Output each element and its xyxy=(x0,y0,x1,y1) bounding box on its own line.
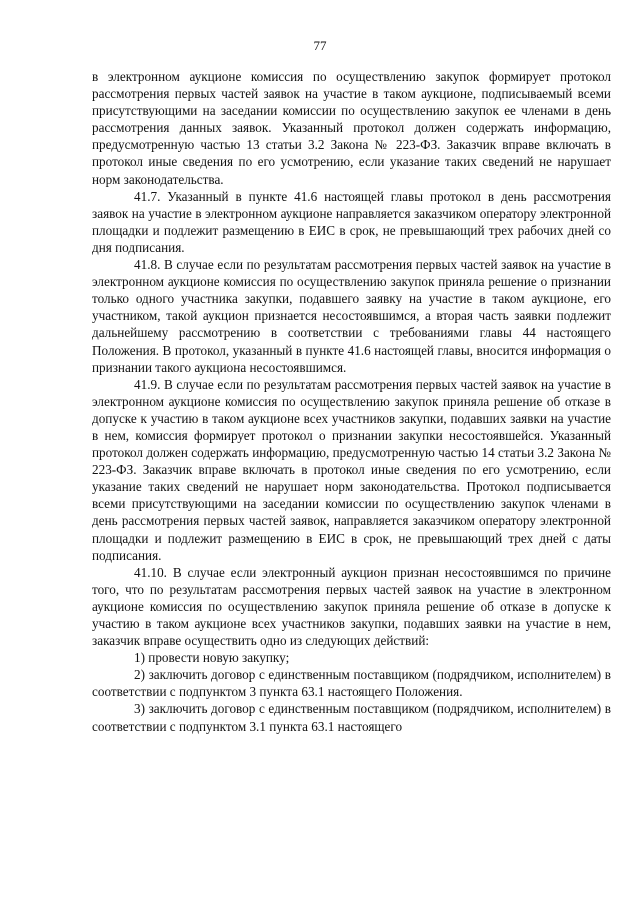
document-body xyxy=(92,68,611,735)
paragraph-41-10: 41.10. В случае если электронный аукцион признан несостоявшимся по причине того, что по результатам рассмотрения первых частей заявок на участие в электронном аукционе комиссия по осуществлению закупок приняла решение об отказе в допуске к участию в таком аукционе всех участников закупки, подавших заявки на участие в нем, заказчик вправе осуществить одно из следующих действий: xyxy=(92,564,611,649)
paragraph-41-9: 41.9. В случае если по результатам рассмотрения первых частей заявок на участие в электронном аукционе комиссия по осуществлению закупок приняла решение об отказе в допуске к участию в таком аукционе всех участников закупки, подавших заявки на участие в нем, комиссия формирует протокол о признании закупки несостоявшейся. Указанный протокол должен содержать информацию, предусмотренную частью 14 статьи 3.2 Закона № 223-ФЗ. Заказчик вправе включать в протокол иные сведения по его усмотрению, если указание таких сведений не нарушает норм законодательства. Протокол подписывается всеми присутствующими на заседании комиссии по осуществлению закупок членами в день рассмотрения первых частей заявок, направляется заказчиком оператору электронной площадки и подлежит размещению в ЕИС в срок, не превышающий трех дней с даты подписания. xyxy=(92,376,611,563)
list-item-1: 1) провести новую закупку; xyxy=(134,650,290,666)
paragraph-41-7: 41.7. Указанный в пункте 41.6 настоящей главы протокол в день рассмотрения заявок на участие в электронном аукционе направляется заказчиком оператору электронной площадки и подлежит размещению в ЕИС в срок, не превышающий трех рабочих дней со дня подписания. xyxy=(92,188,611,255)
paragraph-continuation: в электронном аукционе комиссия по осуществлению закупок формирует протокол рассмотрения первых частей заявок на участие в таком аукционе, подписываемый всеми присутствующими на заседании комиссии по осуществлению закупок ее членами в день рассмотрения данных заявок. Указанный протокол должен содержать информацию, предусмотренную частью 13 статьи 3.2 Закона № 223-ФЗ. Заказчик вправе включать в протокол иные сведения по его усмотрению, если указание таких сведений не нарушает норм законодательства. xyxy=(92,69,611,187)
paragraph-41-8: 41.8. В случае если по результатам рассмотрения первых частей заявок на участие в электронном аукционе комиссия по осуществлению закупок приняла решение о признании только одного участника закупки, подавшего заявку на участие в таком аукционе, его участником, такой аукцион признается несостоявшимся, а вторая часть заявки подлежит дальнейшему рассмотрению в соответствии с требованиями главы 44 настоящего Положения. В протокол, указанный в пункте 41.6 настоящей главы, вносится информация о признании такого аукциона несостоявшимся. xyxy=(92,257,611,375)
list-item-2: 2) заключить договор с единственным поставщиком (подрядчиком, исполнителем) в соответствии с подпунктом 3 пункта 63.1 настоящего Положения. xyxy=(92,667,611,700)
page-number: 77 xyxy=(313,38,327,53)
list-item-3: 3) заключить договор с единственным поставщиком (подрядчиком, исполнителем) в соответствии с подпунктом 3.1 пункта 63.1 настоящего xyxy=(92,701,611,734)
